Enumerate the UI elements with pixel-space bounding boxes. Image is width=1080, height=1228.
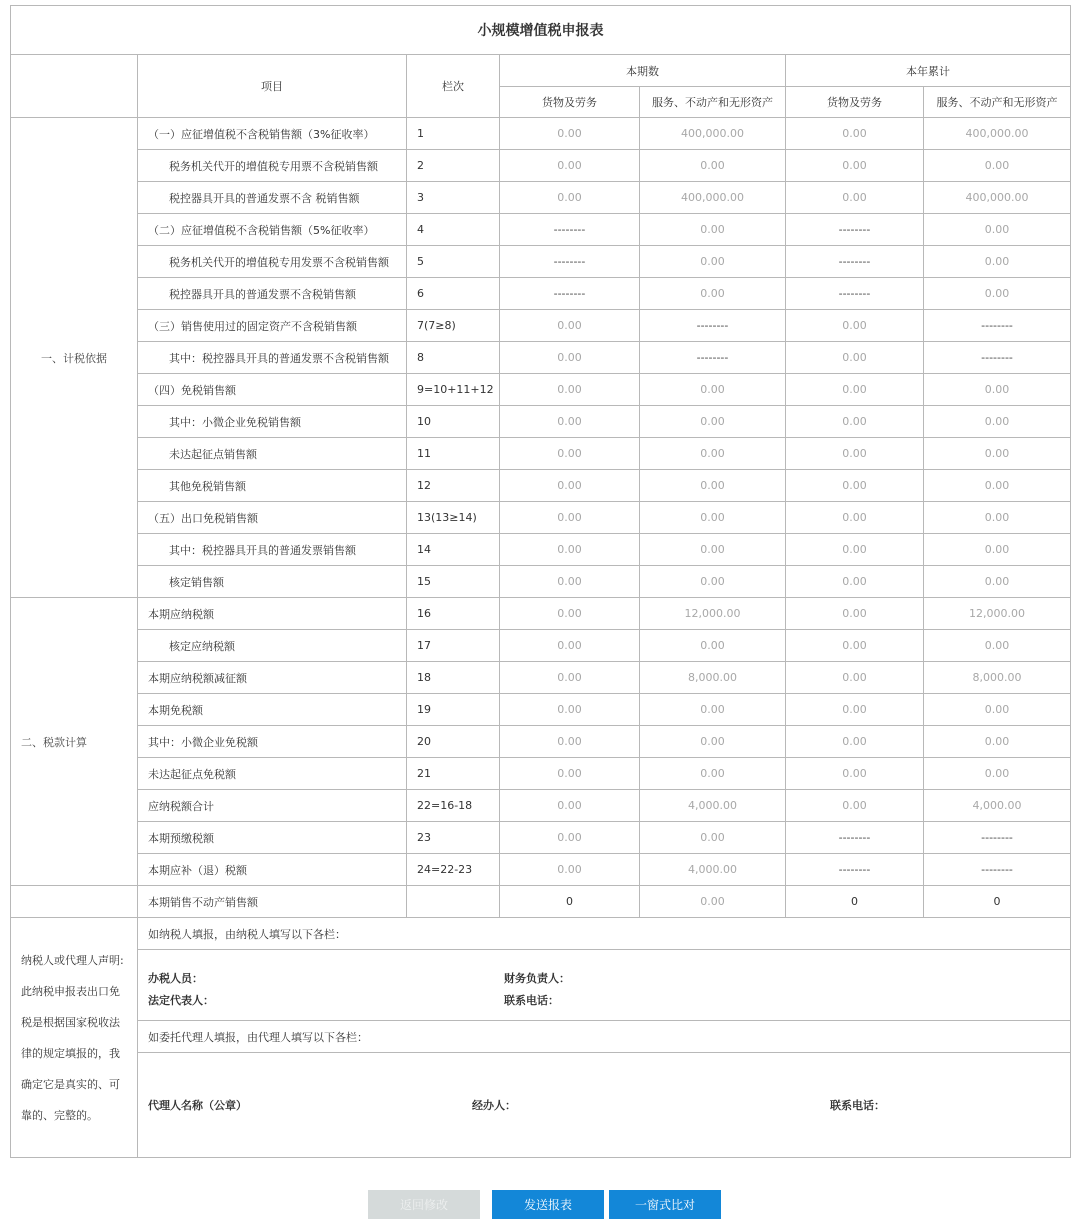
declaration-statement: [11, 918, 138, 1158]
table-row: [11, 534, 1071, 566]
table-row: [11, 118, 1071, 150]
value-cell[interactable]: 0.00: [924, 150, 1071, 182]
value-cell[interactable]: 0.00: [924, 406, 1071, 438]
value-cell[interactable]: 0.00: [786, 118, 924, 150]
value-cell: --------: [786, 822, 924, 854]
row-line: 12: [407, 470, 500, 502]
table-row: [11, 630, 1071, 662]
value-cell[interactable]: 0.00: [786, 726, 924, 758]
value-cell[interactable]: 0.00: [640, 886, 786, 918]
table-row: [11, 374, 1071, 406]
declaration-line: 律的规定填报的，我: [21, 1046, 120, 1060]
row-line: 18: [407, 662, 500, 694]
row-line: 8: [407, 342, 500, 374]
row-item: （二）应征增值税不含税销售额（5%征收率）: [138, 214, 407, 246]
declaration-line: 税是根据国家税收法: [21, 1015, 120, 1029]
phone-label: 联系电话：: [504, 994, 559, 1007]
row-item: 核定应纳税额: [138, 630, 407, 662]
value-cell[interactable]: 0.00: [640, 246, 786, 278]
value-cell[interactable]: 0.00: [500, 502, 640, 534]
table-row: [11, 598, 1071, 630]
page-title: 小规模增值税申报表: [11, 6, 1071, 55]
value-cell[interactable]: 0.00: [500, 534, 640, 566]
value-cell[interactable]: 0.00: [640, 438, 786, 470]
value-cell[interactable]: 0.00: [640, 150, 786, 182]
send-report-button[interactable]: 发送报表: [492, 1190, 604, 1219]
column-header-item: 项目: [138, 55, 407, 118]
value-cell[interactable]: 0.00: [786, 502, 924, 534]
value-cell[interactable]: 0.00: [924, 214, 1071, 246]
table-row: [11, 566, 1071, 598]
row-item: 其中：税控器具开具的普通发票销售额: [138, 534, 407, 566]
taxpayer-fields: [138, 950, 1071, 1021]
value-cell[interactable]: 0.00: [786, 470, 924, 502]
value-cell[interactable]: 0.00: [500, 438, 640, 470]
value-cell[interactable]: 0.00: [924, 278, 1071, 310]
table-row: [11, 502, 1071, 534]
back-to-edit-button[interactable]: 返回修改: [368, 1190, 480, 1219]
value-cell[interactable]: 0.00: [640, 470, 786, 502]
value-cell[interactable]: 0.00: [924, 374, 1071, 406]
row-line: 15: [407, 566, 500, 598]
row-item: 其中：小微企业免税额: [138, 726, 407, 758]
table-row: [11, 150, 1071, 182]
row-item: 税务机关代开的增值税专用发票不含税销售额: [138, 246, 407, 278]
value-cell[interactable]: 0.00: [786, 342, 924, 374]
value-cell[interactable]: 0.00: [500, 854, 640, 886]
value-cell[interactable]: 0.00: [640, 534, 786, 566]
value-cell[interactable]: 0.00: [500, 566, 640, 598]
value-cell: --------: [500, 246, 640, 278]
row-item: （四）免税销售额: [138, 374, 407, 406]
value-cell[interactable]: 400,000.00: [640, 182, 786, 214]
value-cell[interactable]: 0.00: [500, 470, 640, 502]
column-header-year-to-date: 本年累计: [786, 55, 1071, 87]
value-cell[interactable]: 0.00: [924, 694, 1071, 726]
column-header-current-goods: 货物及劳务: [500, 87, 640, 118]
column-header-ytd-services: 服务、不动产和无形资产: [924, 87, 1071, 118]
value-cell[interactable]: 0.00: [500, 118, 640, 150]
table-row: [11, 790, 1071, 822]
row-item: （一）应征增值税不含税销售额（3%征收率）: [138, 118, 407, 150]
value-cell[interactable]: 0.00: [500, 822, 640, 854]
value-cell: --------: [786, 246, 924, 278]
row-item: 本期应纳税额: [138, 598, 407, 630]
value-cell[interactable]: 400,000.00: [924, 182, 1071, 214]
value-cell[interactable]: 0.00: [640, 214, 786, 246]
value-cell[interactable]: 0.00: [500, 726, 640, 758]
column-header-ytd-goods: 货物及劳务: [786, 87, 924, 118]
row-item: 本期应纳税额减征额: [138, 662, 407, 694]
row-item: 本期免税额: [138, 694, 407, 726]
value-cell[interactable]: 0.00: [500, 758, 640, 790]
tax-officer-label: 办税人员：: [148, 972, 203, 985]
table-row: [11, 214, 1071, 246]
row-item: （五）出口免税销售额: [138, 502, 407, 534]
value-cell[interactable]: 12,000.00: [924, 598, 1071, 630]
table-row: [11, 406, 1071, 438]
row-line: 21: [407, 758, 500, 790]
row-line: 17: [407, 630, 500, 662]
value-cell[interactable]: 0.00: [786, 662, 924, 694]
value-cell: --------: [924, 854, 1071, 886]
vat-return-table: [10, 5, 1071, 1158]
value-cell[interactable]: 0.00: [786, 150, 924, 182]
value-cell: --------: [640, 342, 786, 374]
value-cell[interactable]: 0.00: [640, 758, 786, 790]
column-header-current-period: 本期数: [500, 55, 786, 87]
row-line: 20: [407, 726, 500, 758]
value-cell[interactable]: 0.00: [500, 598, 640, 630]
value-cell[interactable]: 0.00: [786, 438, 924, 470]
row-item: 本期预缴税额: [138, 822, 407, 854]
row-line: 22=16-18: [407, 790, 500, 822]
value-cell[interactable]: 0.00: [500, 790, 640, 822]
value-cell[interactable]: 0.00: [924, 630, 1071, 662]
agent-name-label: 代理人名称（公章）: [148, 1099, 247, 1112]
value-cell[interactable]: 0.00: [924, 246, 1071, 278]
value-cell[interactable]: 0.00: [924, 502, 1071, 534]
table-row: [11, 310, 1071, 342]
value-cell: --------: [640, 310, 786, 342]
row-item: 税控器具开具的普通发票不含 税销售额: [138, 182, 407, 214]
value-cell[interactable]: 0.00: [924, 566, 1071, 598]
value-cell[interactable]: 0.00: [500, 374, 640, 406]
row-item: 其中：小微企业免税销售额: [138, 406, 407, 438]
table-row: [11, 246, 1071, 278]
row-line: 13(13≥14): [407, 502, 500, 534]
row-item: 税控器具开具的普通发票不含税销售额: [138, 278, 407, 310]
agent-phone-label: 联系电话：: [830, 1099, 885, 1112]
value-cell[interactable]: 0.00: [924, 470, 1071, 502]
section-label-tax-calculation: 二、税款计算: [11, 598, 138, 886]
table-row: [11, 278, 1071, 310]
value-cell[interactable]: 0.00: [640, 630, 786, 662]
value-cell[interactable]: 400,000.00: [640, 118, 786, 150]
row-line: 14: [407, 534, 500, 566]
declaration-line: 确定它是真实的、可: [21, 1077, 120, 1091]
value-cell[interactable]: 0.00: [640, 822, 786, 854]
row-line: 1: [407, 118, 500, 150]
value-cell[interactable]: 0.00: [924, 726, 1071, 758]
value-cell[interactable]: 0.00: [500, 342, 640, 374]
table-row: [11, 886, 1071, 918]
row-item: 税务机关代开的增值税专用票不含税销售额: [138, 150, 407, 182]
declaration-line: 纳税人或代理人声明:: [21, 953, 124, 967]
value-cell[interactable]: 0.00: [640, 374, 786, 406]
value-cell[interactable]: 0.00: [786, 310, 924, 342]
value-cell[interactable]: 0.00: [786, 534, 924, 566]
value-cell[interactable]: 0.00: [500, 630, 640, 662]
table-row: [11, 662, 1071, 694]
one-window-compare-button[interactable]: 一窗式比对: [609, 1190, 721, 1219]
row-line: 10: [407, 406, 500, 438]
value-cell: --------: [786, 214, 924, 246]
declaration-line: 靠的、完整的。: [21, 1108, 98, 1122]
value-cell[interactable]: 0.00: [640, 502, 786, 534]
agent-section-heading: 如委托代理人填报，由代理人填写以下各栏：: [138, 1021, 1071, 1053]
value-cell[interactable]: 12,000.00: [640, 598, 786, 630]
finance-head-label: 财务负责人：: [504, 972, 570, 985]
table-row: [11, 182, 1071, 214]
value-cell[interactable]: 0.00: [786, 182, 924, 214]
table-row: [11, 726, 1071, 758]
value-cell[interactable]: 0.00: [640, 726, 786, 758]
row-line: 23: [407, 822, 500, 854]
table-row: [11, 470, 1071, 502]
value-cell[interactable]: 0.00: [786, 566, 924, 598]
row-item: 未达起征点销售额: [138, 438, 407, 470]
row-line: 2: [407, 150, 500, 182]
row-item: 其他免税销售额: [138, 470, 407, 502]
column-header-line: 栏次: [407, 55, 500, 118]
value-cell[interactable]: 0.00: [786, 374, 924, 406]
value-cell[interactable]: 0: [500, 886, 640, 918]
row-line: 7(7≥8): [407, 310, 500, 342]
value-cell[interactable]: 0.00: [786, 406, 924, 438]
value-cell[interactable]: 4,000.00: [924, 790, 1071, 822]
row-line: 5: [407, 246, 500, 278]
value-cell[interactable]: 0.00: [786, 758, 924, 790]
value-cell[interactable]: 0.00: [640, 694, 786, 726]
value-cell[interactable]: 0.00: [500, 182, 640, 214]
table-row: [11, 854, 1071, 886]
value-cell[interactable]: 0.00: [786, 694, 924, 726]
value-cell: --------: [786, 278, 924, 310]
row-line: 3: [407, 182, 500, 214]
agent-fields: [138, 1053, 1071, 1158]
row-item: 应纳税额合计: [138, 790, 407, 822]
value-cell: --------: [500, 214, 640, 246]
value-cell[interactable]: 0.00: [786, 598, 924, 630]
handler-label: 经办人：: [472, 1099, 516, 1112]
row-item: （三）销售使用过的固定资产不含税销售额: [138, 310, 407, 342]
row-item: 未达起征点免税额: [138, 758, 407, 790]
table-row: [11, 758, 1071, 790]
row-line: 9=10+11+12: [407, 374, 500, 406]
row-item: 核定销售额: [138, 566, 407, 598]
table-row: [11, 822, 1071, 854]
taxpayer-section-heading: 如纳税人填报，由纳税人填写以下各栏：: [138, 918, 1071, 950]
value-cell[interactable]: 0.00: [500, 406, 640, 438]
value-cell[interactable]: 0.00: [786, 630, 924, 662]
value-cell[interactable]: 4,000.00: [640, 854, 786, 886]
row-item: 其中：税控器具开具的普通发票不含税销售额: [138, 342, 407, 374]
legal-rep-label: 法定代表人：: [148, 994, 214, 1007]
value-cell: --------: [786, 854, 924, 886]
declaration-line: 此纳税申报表出口免: [21, 984, 120, 998]
column-header-current-services: 服务、不动产和无形资产: [640, 87, 786, 118]
section-blank: [11, 886, 138, 918]
section-header-blank: [11, 55, 138, 118]
row-line: [407, 886, 500, 918]
table-row: [11, 342, 1071, 374]
table-row: [11, 438, 1071, 470]
row-item: 本期销售不动产销售额: [138, 886, 407, 918]
value-cell: --------: [924, 822, 1071, 854]
section-label-tax-basis: 一、计税依据: [11, 118, 138, 598]
value-cell[interactable]: 0.00: [640, 278, 786, 310]
value-cell[interactable]: 8,000.00: [924, 662, 1071, 694]
value-cell: --------: [500, 278, 640, 310]
table-row: [11, 694, 1071, 726]
value-cell[interactable]: 8,000.00: [640, 662, 786, 694]
value-cell[interactable]: 0.00: [640, 566, 786, 598]
row-line: 11: [407, 438, 500, 470]
row-line: 4: [407, 214, 500, 246]
row-line: 6: [407, 278, 500, 310]
value-cell: --------: [924, 342, 1071, 374]
row-line: 16: [407, 598, 500, 630]
value-cell[interactable]: 0.00: [640, 406, 786, 438]
value-cell[interactable]: 0: [786, 886, 924, 918]
value-cell[interactable]: 0.00: [500, 694, 640, 726]
value-cell[interactable]: 0.00: [924, 758, 1071, 790]
value-cell[interactable]: 0.00: [500, 150, 640, 182]
value-cell: --------: [924, 310, 1071, 342]
value-cell[interactable]: 0.00: [500, 310, 640, 342]
value-cell[interactable]: 0.00: [786, 790, 924, 822]
value-cell[interactable]: 0: [924, 886, 1071, 918]
value-cell[interactable]: 0.00: [924, 438, 1071, 470]
value-cell[interactable]: 0.00: [500, 662, 640, 694]
row-item: 本期应补（退）税额: [138, 854, 407, 886]
row-line: 19: [407, 694, 500, 726]
value-cell[interactable]: 0.00: [924, 534, 1071, 566]
row-line: 24=22-23: [407, 854, 500, 886]
value-cell[interactable]: 400,000.00: [924, 118, 1071, 150]
value-cell[interactable]: 4,000.00: [640, 790, 786, 822]
